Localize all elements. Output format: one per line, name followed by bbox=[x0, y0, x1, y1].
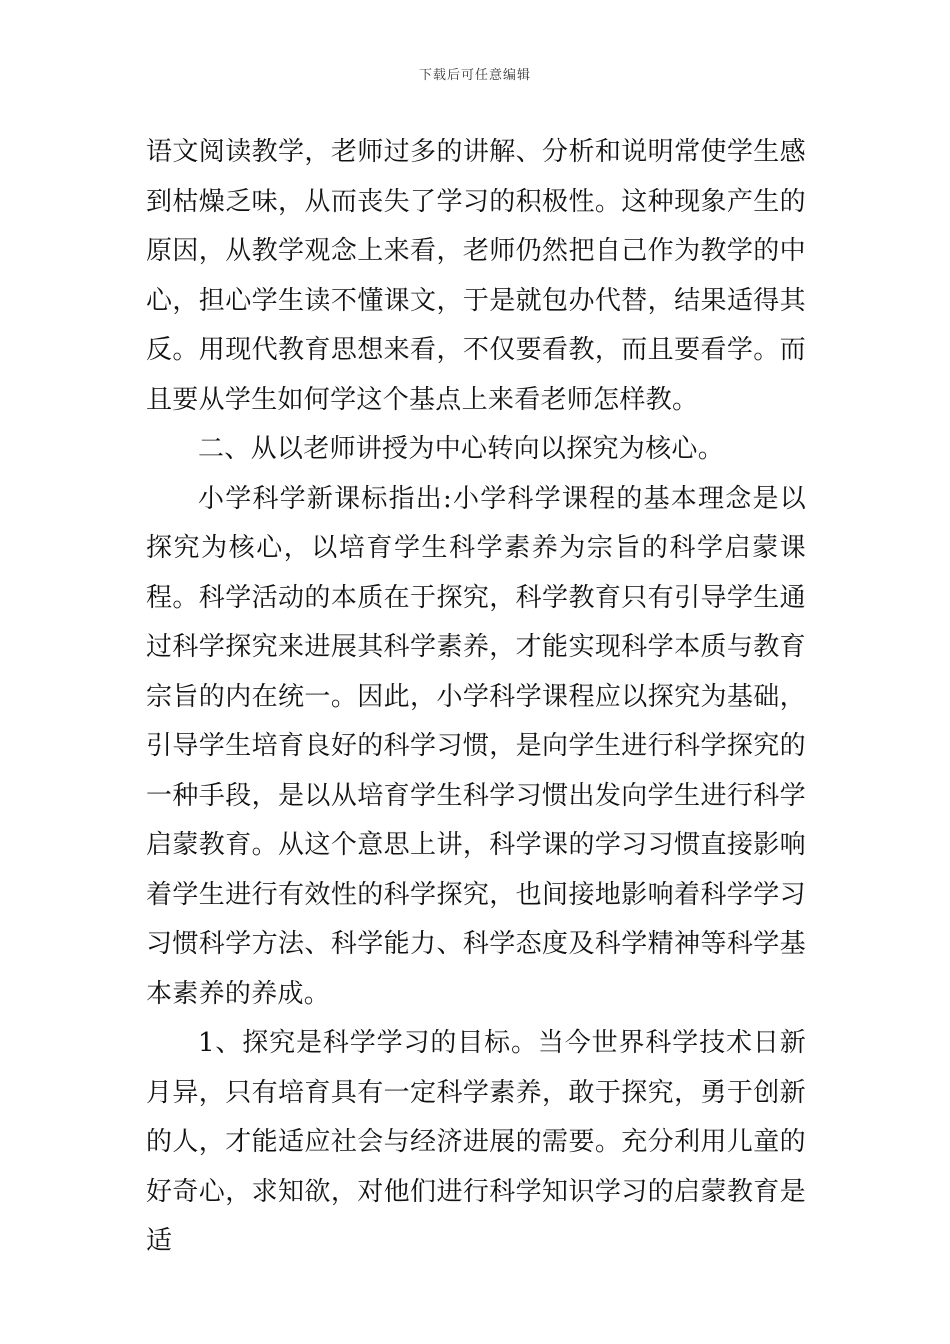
paragraph-reading-teaching: 语文阅读教学，老师过多的讲解、分析和说明常使学生感到枯燥乏味，从而丧失了学习的积极性。这种现象产生的原因，从教学观念上来看，老师仍然把自己作为教学的中心，担心学生读不懂课文，于是就包办代替，结果适得其反。用现代教育思想来看，不仅要看教，而且要看学。而且要从学生如何学这个基点上来看老师怎样教。 bbox=[146, 137, 806, 415]
paragraph-inquiry-goal: 1、探究是科学学习的目标。当今世界科学技术日新月异，只有培育具有一定科学素养，敢于探究，勇于创新的人，才能适应社会与经济进展的需要。充分利用儿童的好奇心，求知欲，对他们进行科学知识学习的启蒙教育是适 bbox=[146, 1028, 806, 1256]
section-heading-inquiry: 二、从以老师讲授为中心转向以探究为核心。 bbox=[198, 434, 725, 464]
document-body bbox=[146, 128, 806, 1267]
page-header: 下载后可任意编辑 bbox=[418, 68, 531, 83]
paragraph-curriculum-standard: 小学科学新课标指出:小学科学课程的基本理念是以探究为核心，以培育学生科学素养为宗旨的科学启蒙课程。科学活动的本质在于探究，科学教育只有引导学生通过科学探究来进展其科学素养，才能实现科学本质与教育宗旨的内在统一。因此，小学科学课程应以探究为基础，引导学生培育良好的科学习惯，是向学生进行科学探究的一种手段，是以从培育学生科学习惯出发向学生进行科学启蒙教育。从这个意思上讲，科学课的学习习惯直接影响着学生进行有效性的科学探究，也间接地影响着科学学习习惯科学方法、科学能力、科学态度及科学精神等科学基本素养的养成。 bbox=[146, 483, 806, 1009]
